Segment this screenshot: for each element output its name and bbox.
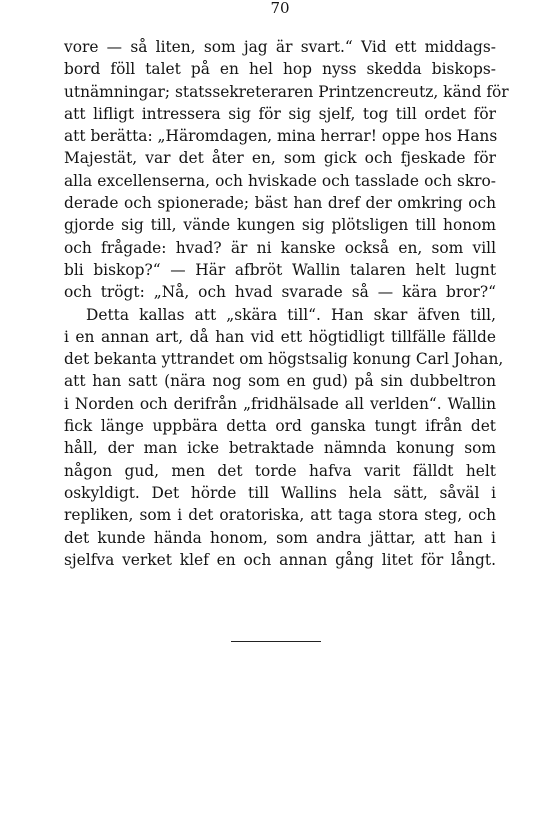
text-line: att han satt (nära nog som en gud) på sin dubbeltron [64, 372, 496, 391]
text-line: oskyldigt. Det hörde till Wallins hela sätt, såväl i [64, 483, 496, 502]
text-line: sjelfva verket klef en och annan gång litet för långt. [64, 550, 496, 569]
text-line: att berätta: „Häromdagen, mina herrar! oppe hos Hans [64, 127, 498, 146]
text-line: någon gud, men det torde hafva varit fälldt helt [64, 461, 496, 480]
page-number: 70 [270, 0, 290, 17]
text-line: och frågade: hvad? är ni kanske också en, som vill [64, 238, 496, 257]
text-line: bord föll talet på en hel hop nyss skedda biskops- [64, 60, 496, 79]
text-line: vore — så liten, som jag är svart.“ Vid ett middags- [64, 38, 496, 56]
text-line: det kunde hända honom, som andra jättar, att han i [64, 528, 496, 547]
text-line: fick länge uppbära detta ord ganska tungt ifrån det [64, 417, 496, 436]
text-line: alla excellenserna, och hviskade och tasslade och skro- [64, 171, 496, 190]
text-line: bli biskop?“ — Här afbröt Wallin talaren helt lugnt [64, 260, 496, 279]
text-line: i Norden och derifrån „fridhälsade all verlden“. Wallin [64, 394, 496, 413]
text-line: Majestät, var det åter en, som gick och fjeskade för [64, 149, 496, 168]
text-line: repliken, som i det oratoriska, att taga stora steg, och [64, 506, 496, 525]
text-line: i en annan art, då han vid ett högtidligt tillfälle fällde [64, 327, 496, 346]
text-line: och trögt: „Nå, och hvad svarade så — kära bror?“ [64, 283, 496, 302]
text-line: utnämningar; statssekreteraren Printzencreutz, känd för [64, 82, 509, 101]
body-text [64, 36, 509, 571]
text-line: derade och spionerade; bäst han dref der omkring och [64, 194, 496, 213]
text-line: gjorde sig till, vände kungen sig plötsligen till honom [64, 216, 496, 235]
text-line: håll, der man icke betraktade nämnda konung som [64, 439, 496, 458]
text-line: det bekanta yttrandet om högstsalig konung Carl Johan, [64, 350, 504, 369]
section-divider [231, 641, 321, 642]
text-line: Detta kallas att „skära till“. Han skar äfven till, [86, 305, 496, 324]
text-line: att lifligt intressera sig för sig sjelf, tog till ordet för [64, 104, 496, 123]
